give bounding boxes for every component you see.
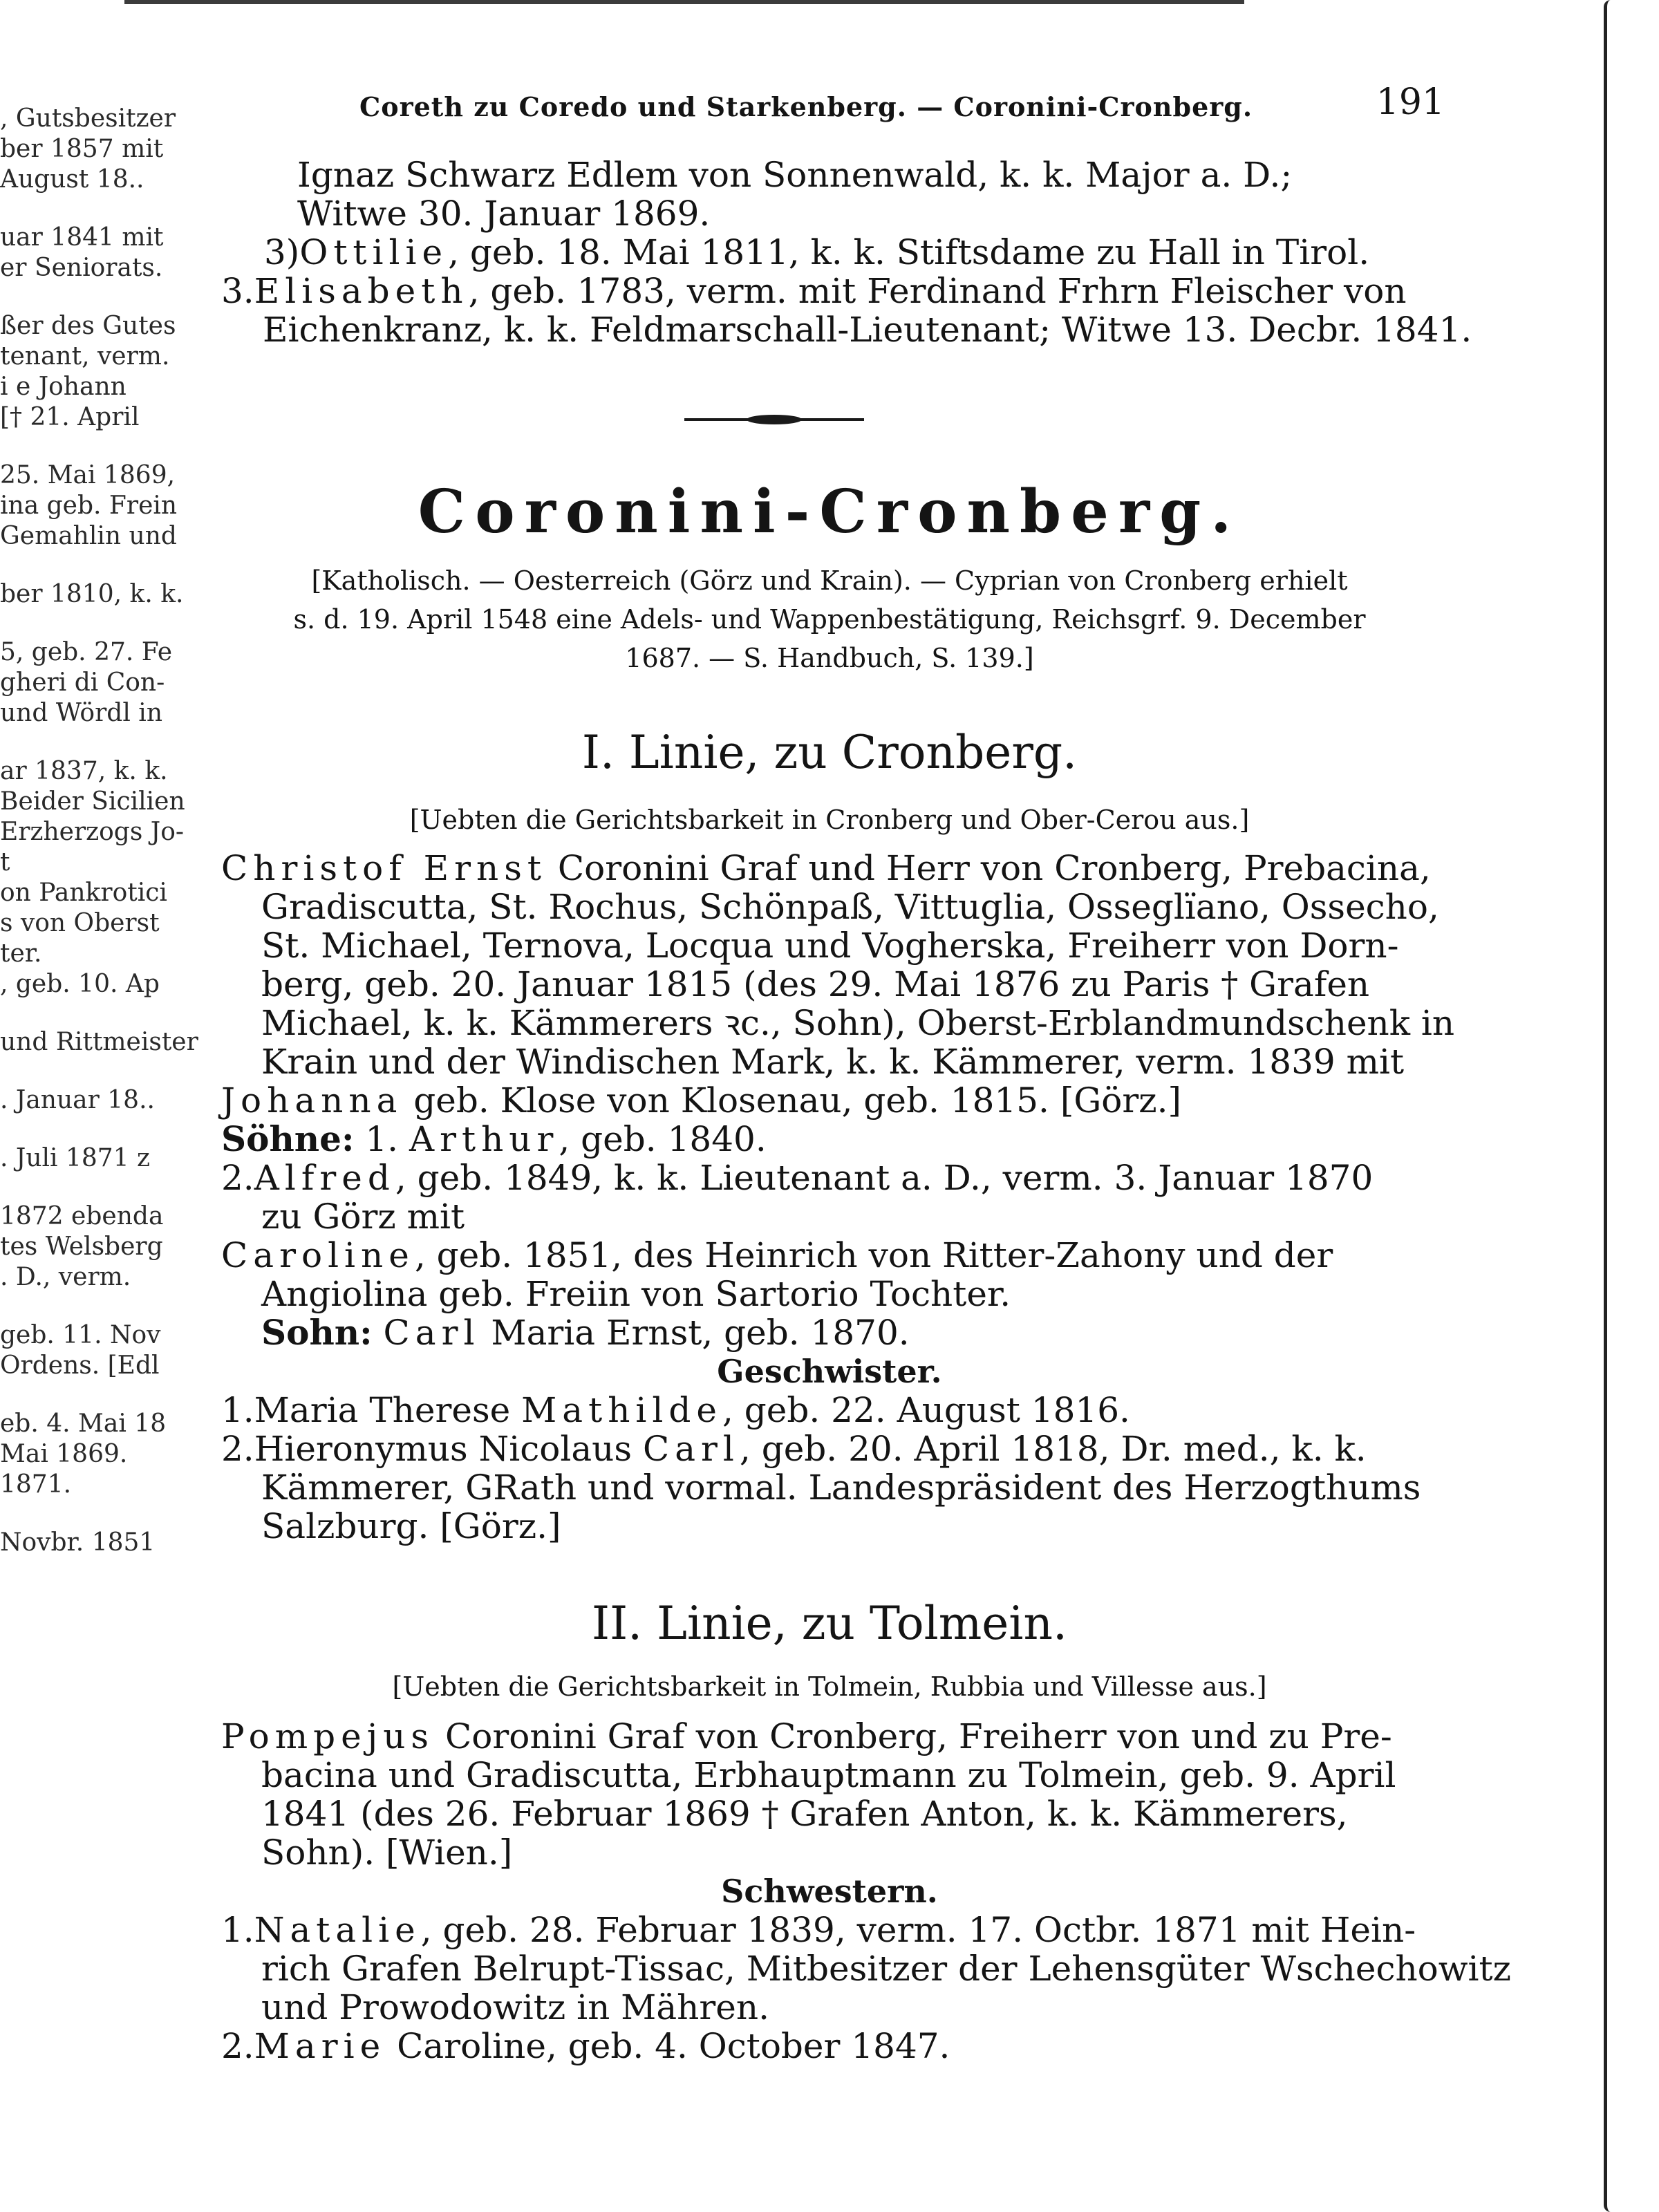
entry-text: , geb. 1840.: [559, 1119, 767, 1159]
margin-fragment: ber 1857 mit: [0, 135, 164, 163]
margin-fragment: gheri di Con-: [0, 668, 165, 697]
entry-christof: [221, 849, 1452, 888]
person-name: Carl: [383, 1313, 480, 1353]
person-name: Mathilde: [521, 1390, 722, 1430]
family-title: Coronini-Cronberg.: [418, 477, 1241, 547]
margin-fragment: ber 1810, k. k.: [0, 580, 184, 608]
entry-number: 3): [264, 232, 300, 272]
group-heading-geschwister: Geschwister.: [717, 1353, 942, 1390]
margin-fragment: . D., verm.: [0, 1263, 131, 1291]
margin-fragment: tes Welsberg: [0, 1232, 163, 1261]
entry-text: , geb. 1851, des Heinrich von Ritter-Zahony und der: [414, 1235, 1333, 1275]
margin-fragment: s von Oberst: [0, 909, 160, 937]
margin-fragment: Gemahlin und: [0, 522, 177, 550]
entry-line: Krain und der Windischen Mark, k. k. Kämmerer, verm. 1839 mit: [261, 1042, 1405, 1082]
group-label: Sohn:: [261, 1312, 373, 1353]
margin-fragment: ter.: [0, 939, 42, 968]
margin-fragment: Novbr. 1851: [0, 1528, 156, 1557]
group-heading-schwestern: Schwestern.: [721, 1873, 938, 1910]
section-title-line-1: I. Linie, zu Cronberg.: [581, 726, 1078, 779]
entry-line: zu Görz mit: [261, 1197, 465, 1237]
entry-line: Eichenkranz, k. k. Feldmarschall-Lieutenant; Witwe 13. Decbr. 1841.: [263, 310, 1472, 350]
entry-number: 1.: [221, 1910, 254, 1950]
top-cut-line: [124, 0, 1244, 10]
margin-fragment: . Januar 18..: [0, 1086, 155, 1114]
margin-fragment: uar 1841 mit: [0, 223, 164, 252]
entry-line: Sohn). [Wien.]: [261, 1833, 513, 1873]
margin-fragment: 5, geb. 27. Fe: [0, 638, 173, 666]
person-name: Marie: [254, 2026, 386, 2066]
entry-line: Kämmerer, GRath und vormal. Landespräsident des Herzogthums: [261, 1468, 1421, 1508]
running-head: Coreth zu Coredo und Starkenberg. — Coronini-Cronberg.: [359, 91, 1253, 122]
entry-text: , geb. 20. April 1818, Dr. med., k. k.: [739, 1429, 1367, 1469]
margin-fragment: Erzherzogs Jo-: [0, 818, 185, 846]
entry-line: Michael, k. k. Kämmerers ꝛc., Sohn), Oberst-Erblandmundschenk in: [261, 1003, 1455, 1043]
entry-pompejus: [221, 1717, 1452, 1756]
entry-text: , geb. 22. August 1816.: [722, 1390, 1130, 1430]
section-note: [Uebten die Gerichtsbarkeit in Tolmein, Rubbia und Villesse aus.]: [392, 1671, 1267, 1702]
margin-fragment: August 18..: [0, 165, 144, 194]
entry-line: Angiolina geb. Freiin von Sartorio Tochter.: [261, 1274, 1011, 1314]
entry-line: Gradiscutta, St. Rochus, Schönpaß, Vittuglia, Osseglïano, Ossecho,: [261, 887, 1439, 927]
person-name: Caroline: [221, 1235, 415, 1275]
entry-elisabeth: [221, 272, 1452, 310]
entry-line: St. Michael, Ternova, Locqua und Vogherska, Freiherr von Dorn-: [261, 926, 1399, 966]
margin-fragment: geb. 11. Nov: [0, 1321, 161, 1349]
margin-fragment: Beider Sicilien: [0, 787, 185, 816]
entry-text: Caroline, geb. 4. October 1847.: [386, 2026, 950, 2066]
margin-fragment: er Seniorats.: [0, 254, 163, 282]
left-margin-bleed: [0, 104, 198, 1558]
margin-fragment: ina geb. Frein: [0, 491, 178, 520]
entry-text: , geb. 18. Mai 1811, k. k. Stiftsdame zu Hall in Tirol.: [448, 232, 1370, 272]
entry-text: Coronini Graf und Herr von Cronberg, Prebacina,: [546, 848, 1431, 888]
person-name: Christof Ernst: [221, 848, 547, 888]
entry-line: berg, geb. 20. Januar 1815 (des 29. Mai 1876 zu Paris † Grafen: [261, 964, 1370, 1004]
entry-line: bacina und Gradiscutta, Erbhauptmann zu Tolmein, geb. 9. April: [261, 1755, 1396, 1795]
entry-hieronymus: [221, 1430, 1452, 1468]
person-name: Pompejus: [221, 1716, 435, 1756]
person-name: Natalie: [254, 1910, 421, 1950]
entry-number: 2.: [221, 1429, 254, 1469]
entry-text: Maria Ernst, geb. 1870.: [480, 1313, 910, 1353]
margin-fragment: eb. 4. Mai 18: [0, 1409, 167, 1438]
entry-johanna: [221, 1081, 1452, 1120]
margin-fragment: . Juli 1871 z: [0, 1144, 151, 1172]
person-name: Johanna: [221, 1080, 403, 1121]
margin-fragment: tenant, verm.: [0, 342, 170, 371]
margin-fragment: , Gutsbesitzer: [0, 104, 176, 133]
entry-mathilde: [221, 1391, 1452, 1430]
person-name: Arthur: [409, 1119, 559, 1159]
entry-text: , geb. 1849, k. k. Lieutenant a. D., verm. 3. Januar 1870: [395, 1158, 1374, 1198]
margin-fragment: ar 1837, k. k.: [0, 757, 168, 785]
entry-text: , geb. 1783, verm. mit Ferdinand Frhrn Fleischer von: [468, 271, 1407, 311]
section-note: [Uebten die Gerichtsbarkeit in Cronberg und Ober-Cerou aus.]: [409, 805, 1250, 835]
entry-marie: [221, 2027, 1452, 2065]
person-name: Carl: [642, 1429, 740, 1469]
page-number: 191: [1376, 82, 1445, 123]
continuation-line: Ignaz Schwarz Edlem von Sonnenwald, k. k. Major a. D.;: [297, 155, 1293, 195]
margin-fragment: 1871.: [0, 1470, 72, 1499]
entry-number: 1.: [365, 1119, 399, 1159]
margin-fragment: i e Johann: [0, 373, 126, 401]
ornamental-rule: [684, 415, 864, 424]
intro-line: 1687. — S. Handbuch, S. 139.]: [625, 643, 1034, 673]
person-name: Alfred: [254, 1158, 395, 1198]
entry-text: geb. Klose von Klosenau, geb. 1815. [Görz.]: [402, 1080, 1182, 1121]
entry-caroline: [221, 1236, 1452, 1275]
margin-fragment: ßer des Gutes: [0, 312, 176, 340]
continuation-line: Witwe 30. Januar 1869.: [297, 194, 711, 234]
person-name: Elisabeth: [254, 271, 469, 311]
person-name: Ottilie: [299, 232, 449, 272]
entry-text: Maria Therese: [254, 1390, 522, 1430]
entry-line: 1841 (des 26. Februar 1869 † Grafen Anton, k. k. Kämmerers,: [261, 1794, 1348, 1834]
entry-text: Coronini Graf von Cronberg, Freiherr von und zu Pre-: [434, 1716, 1392, 1756]
margin-fragment: t: [0, 848, 10, 877]
entry-alfred: [221, 1159, 1452, 1197]
margin-fragment: 25. Mai 1869,: [0, 461, 176, 489]
entry-number: 1.: [221, 1390, 254, 1430]
intro-line: [Katholisch. — Oesterreich (Görz und Krain). — Cyprian von Cronberg erhielt: [311, 565, 1348, 596]
entry-line: und Prowodowitz in Mähren.: [261, 1987, 769, 2027]
entry-natalie: [221, 1911, 1452, 1949]
margin-fragment: 1872 ebenda: [0, 1202, 164, 1230]
family-intro: [207, 561, 1452, 677]
intro-line: s. d. 19. April 1548 eine Adels- und Wappenbestätigung, Reichsgrf. 9. December: [293, 604, 1366, 635]
entry-number: 2.: [221, 2026, 254, 2066]
margin-fragment: on Pankrotici: [0, 879, 167, 907]
entry-arthur: [221, 1120, 1452, 1159]
margin-fragment: Ordens. [Edl: [0, 1351, 160, 1380]
group-label: Söhne:: [221, 1118, 355, 1159]
entry-number: 2.: [221, 1158, 254, 1198]
entry-text: , geb. 28. Februar 1839, verm. 17. Octbr. 1871 mit Hein-: [420, 1910, 1416, 1950]
entry-number: 3.: [221, 271, 254, 311]
entry-line: rich Grafen Belrupt-Tissac, Mitbesitzer der Lehensgüter Wschechowitz: [261, 1949, 1511, 1989]
section-title-line-2: II. Linie, zu Tolmein.: [592, 1597, 1067, 1650]
margin-fragment: und Wördl in: [0, 699, 163, 727]
entry-line: Salzburg. [Görz.]: [261, 1506, 561, 1546]
margin-fragment: [† 21. April: [0, 403, 140, 431]
entry-carl: [261, 1313, 1492, 1352]
margin-fragment: Mai 1869.: [0, 1440, 128, 1468]
entry-ottilie: [264, 233, 1494, 272]
entry-text: Hieronymus Nicolaus: [254, 1429, 643, 1469]
margin-fragment: , geb. 10. Ap: [0, 970, 160, 998]
margin-fragment: und Rittmeister: [0, 1028, 198, 1056]
